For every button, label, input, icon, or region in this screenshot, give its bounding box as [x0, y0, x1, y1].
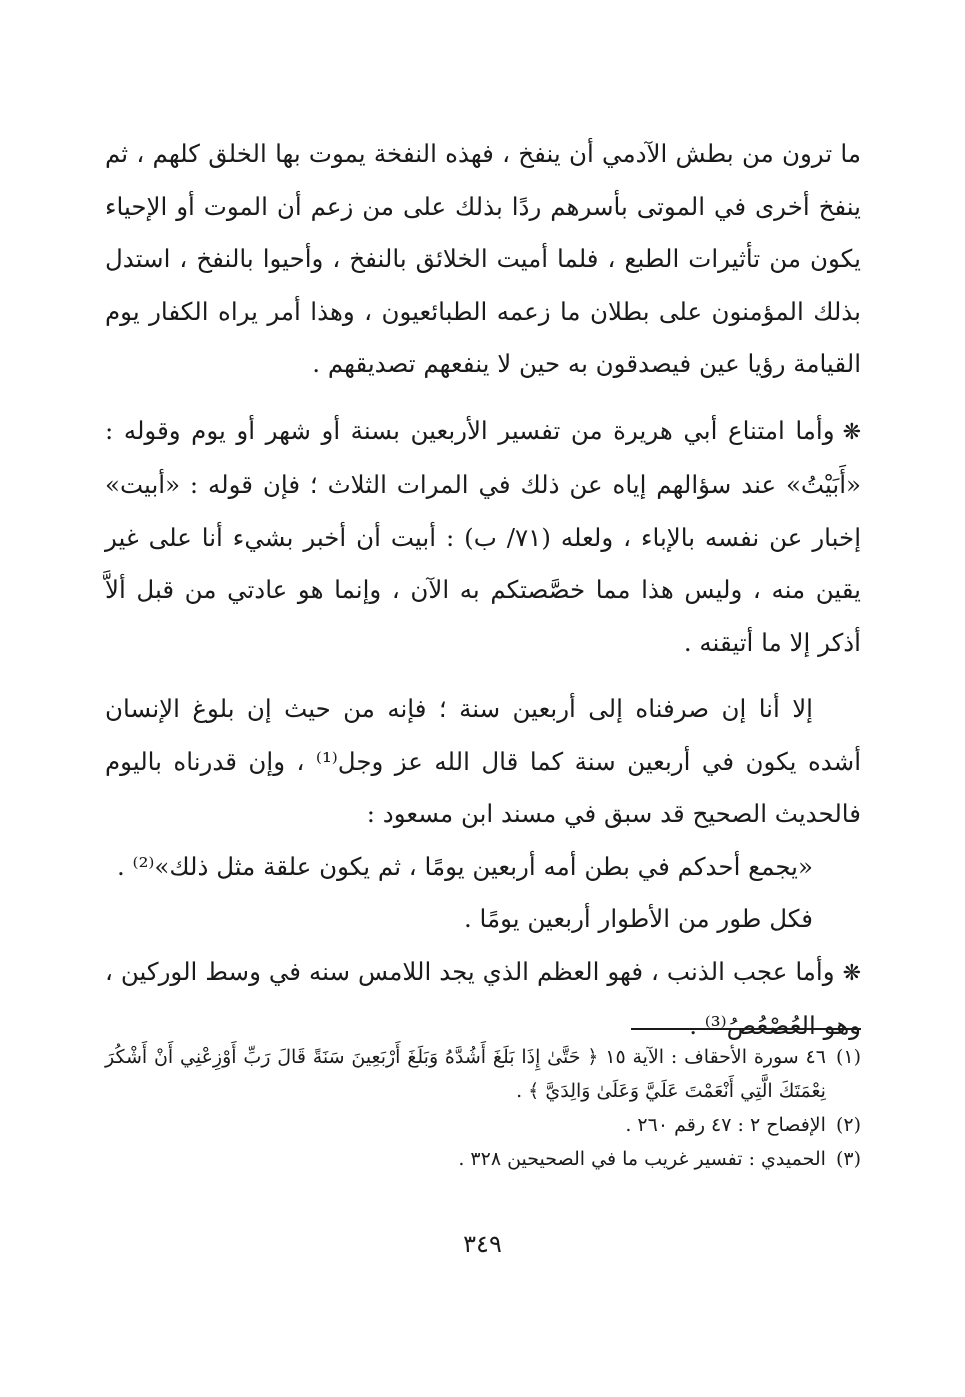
paragraph: إلا أنا إن صرفناه إلى أربعين سنة ؛ فإنه من حيث إن بلوغ الإنسان أشده يكون في أربعين سنة كما قال الله عز وجل⁽¹⁾ ، وإن قدرناه باليوم فالحديث الصحيح قد سبق في مسند ابن مسعود : — [105, 694, 862, 828]
asterism-icon: ❋ — [842, 419, 861, 445]
footnote — [105, 1108, 861, 1142]
footnote-text: الحميدي : تفسير غريب ما في الصحيحين ٣٢٨ . — [458, 1148, 826, 1170]
paragraph — [105, 405, 861, 670]
main-text — [105, 128, 861, 1053]
paragraph-text: وأما عجب الذنب ، فهو العظم الذي يجد اللامس سنه في وسط الوركين ، وهو العُصْعُصُ⁽³⁾ . — [105, 956, 861, 1040]
footnote-number: (٢) — [835, 1114, 861, 1136]
paragraph: ما ترون من بطش الآدمي أن ينفخ ، فهذه النفخة يموت بها الخلق كلهم ، ثم ينفخ أخرى في الموتى بأسرهم ردًا بذلك على من زعم أن الموت أو الإحياء يكون من تأثيرات الطبع ، فلما أميت الخلائق بالنفخ ، وأحيوا بالنفخ ، استدل بذلك المؤمنون على بطلان ما زعمه الطبائعيون ، وهذا أمر يراه الكفار يوم القيامة رؤيا عين فيصدقون به حين لا ينفعهم تصديقهم . — [105, 139, 861, 378]
footnote — [105, 1142, 861, 1176]
paragraph-text: وأما امتناع أبي هريرة من تفسير الأربعين بسنة أو شهر أو يوم وقوله : «أَبَيْتُ» عند سؤالهم إياه عن ذلك في المرات الثلاث ؛ فإن قوله : «أبيت» إخبار عن نفسه بالإباء ، ولعله (٧١/ ب) : أبيت أن أخبر بشيء أنا على غير يقين منه ، وليس هذا مما خصَّصتكم به الآن ، وإنما هو عادتي من قبل ألاَّ أذكر إلا ما أتيقنه . — [105, 415, 861, 657]
footnote — [105, 1040, 861, 1108]
footnote-divider — [631, 1028, 861, 1030]
footnote-number: (٣) — [835, 1148, 861, 1170]
footnote-text: ٤٦ سورة الأحقاف : الآية ١٥ ﴿ حَتَّىٰ إِذَا بَلَغَ أَشُدَّهُ وَبَلَغَ أَرْبَعِينَ سَنَةً قَالَ رَبِّ أَوْزِعْنِي أَنْ أَشْكُرَ نِعْمَتَكَ الَّتِي أَنْعَمْتَ عَلَيَّ وَعَلَىٰ وَالِدَيَّ ﴾ . — [105, 1046, 826, 1102]
footnotes — [105, 1040, 861, 1176]
page-number: ٣٤٩ — [463, 1230, 502, 1258]
footnote-text: الإفصاح ٢ : ٤٧ رقم ٢٦٠ . — [625, 1114, 826, 1136]
asterism-icon: ❋ — [842, 960, 861, 986]
footnote-number: (١) — [835, 1046, 861, 1068]
paragraph — [105, 946, 861, 1053]
hadith-quote: «يجمع أحدكم في بطن أمه أربعين يومًا ، ثم يكون علقة مثل ذلك»⁽²⁾ . — [116, 851, 813, 881]
paragraph: فكل طور من الأطوار أربعين يومًا . — [463, 904, 813, 933]
